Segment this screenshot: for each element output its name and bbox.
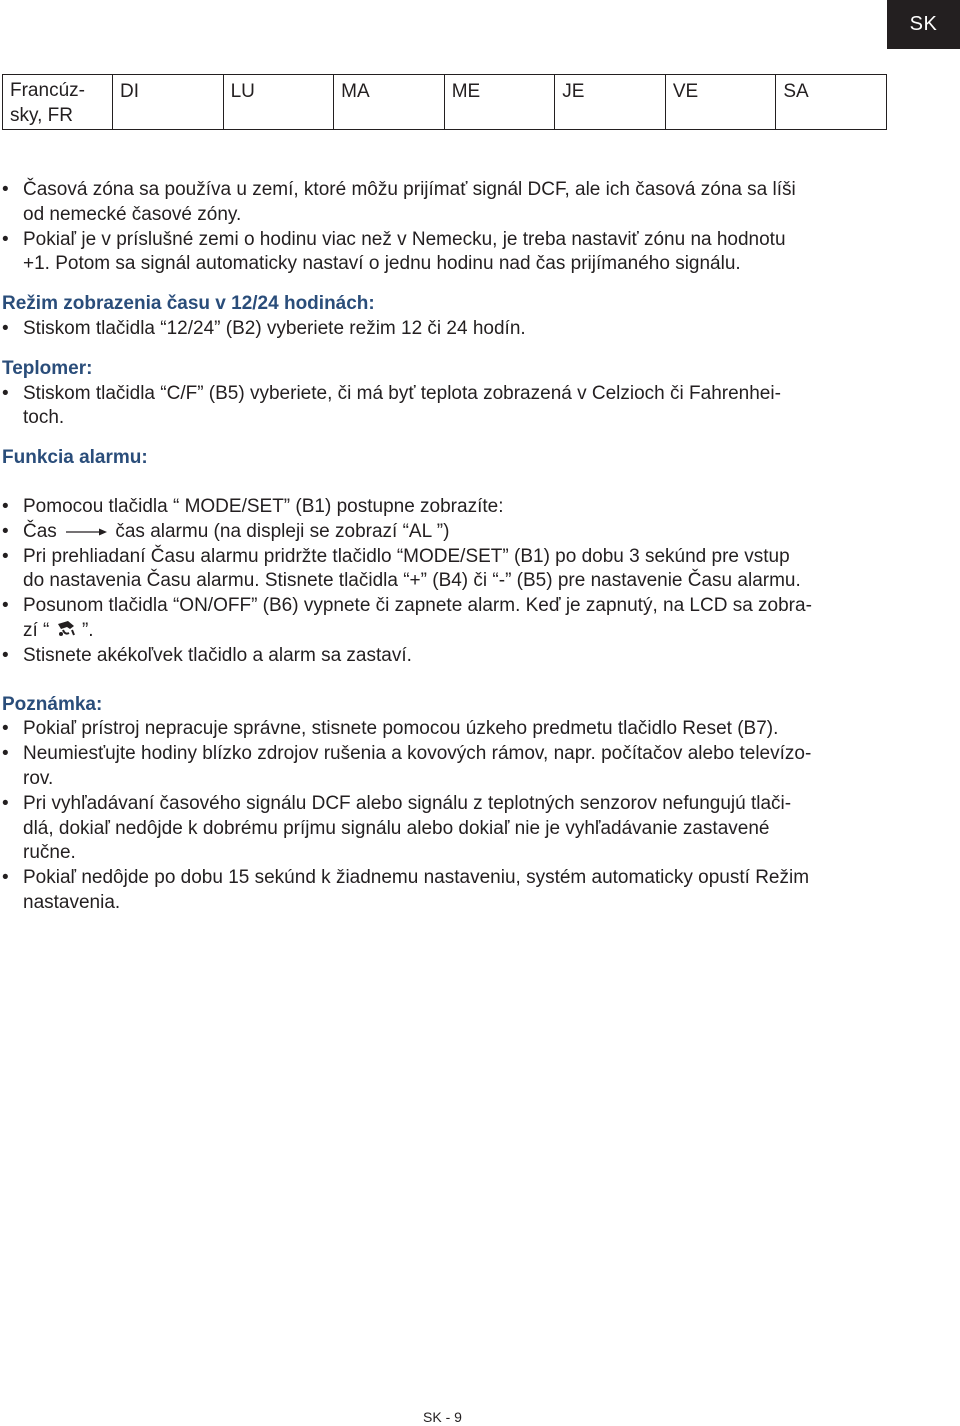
text-line: • Posunom tlačidla “ON/OFF” (B6) vypnete či zapnete alarm. Keď je zapnutý, na LCD sa zobra- xyxy=(23,595,812,617)
day-cell-ma: MA xyxy=(334,75,445,130)
text-line: • Pokiaľ je v príslušné zemi o hodinu viac než v Nemecku, je treba nastaviť zónu na hodnotu xyxy=(23,228,786,250)
text-line: • Stisnete akékoľvek tlačidlo a alarm sa zastaví. xyxy=(23,644,412,666)
time-mode-bullet xyxy=(2,317,887,342)
text-line: • Stiskom tlačidla “C/F” (B5) vyberiete, či má byť teplota zobrazená v Celzioch či Fahrenhei- xyxy=(23,382,781,404)
text-line: toch. xyxy=(23,407,65,429)
thermometer-heading: Teplomer: xyxy=(2,357,93,379)
text-line: dlá, dokiaľ nedôjde k dobrému príjmu signálu alebo dokiaľ nie je vyhľadávanie zastavené xyxy=(23,817,770,839)
text-line: +1. Potom sa signál automaticky nastaví o jednu hodinu nad čas prijímaného signálu. xyxy=(23,253,741,275)
note-bullet xyxy=(2,866,887,916)
text-line: • Stiskom tlačidla “12/24” (B2) vyberiete režim 12 či 24 hodín. xyxy=(23,317,526,339)
text-line xyxy=(23,520,887,545)
main-content xyxy=(2,178,887,916)
alarm-bullet xyxy=(2,520,887,545)
text-line: • Časová zóna sa používa u zemí, ktoré môžu prijímať signál DCF, ale ich časová zóna sa líši xyxy=(23,179,796,200)
weekday-table-row xyxy=(3,75,887,130)
time-mode-heading: Režim zobrazenia času v 12/24 hodinách: xyxy=(2,293,375,315)
page-number: SK - 9 xyxy=(423,1409,462,1425)
alarm-time-label: čas alarmu (na displeji se zobrazí “AL ”) xyxy=(115,520,450,542)
right-arrow-icon xyxy=(64,527,108,537)
alarm-bell-icon xyxy=(55,620,77,638)
day-cell-je: JE xyxy=(555,75,666,130)
intro-bullet xyxy=(2,178,887,228)
text-line: rov. xyxy=(23,767,54,789)
text-line: do nastavenia Času alarmu. Stisnete tlačidla “+” (B4) či “-” (B5) pre nastavenie Času alarmu. xyxy=(23,570,801,592)
alarm-list xyxy=(2,495,887,669)
text-line: ručne. xyxy=(23,842,76,864)
alarm-heading: Funkcia alarmu: xyxy=(2,447,148,469)
text-line: • Neumiesťujte hodiny blízko zdrojov rušenia a kovových rámov, napr. počítačov alebo televízo- xyxy=(23,743,812,765)
language-cell-line: sky, FR xyxy=(10,105,73,126)
alarm-bullet xyxy=(2,495,887,520)
text-line: • Pokiaľ prístroj nepracuje správne, stisnete pomocou úzkeho predmetu tlačidlo Reset (B7). xyxy=(23,718,779,740)
note-heading: Poznámka: xyxy=(2,693,103,715)
alarm-bullet xyxy=(2,644,887,669)
onoff-text-before: zí “ xyxy=(23,619,50,641)
note-bullet xyxy=(2,742,887,792)
note-list xyxy=(2,717,887,915)
day-cell-di: DI xyxy=(113,75,224,130)
text-line: • Pri prehliadaní Času alarmu pridržte tlačidlo “MODE/SET” (B1) po dobu 3 sekúnd pre vstup xyxy=(23,545,790,567)
day-cell-sa: SA xyxy=(776,75,887,130)
text-line: • Pokiaľ nedôjde po dobu 15 sekúnd k žiadnemu nastaveniu, systém automaticky opustí Režim xyxy=(23,867,810,889)
weekday-table xyxy=(2,74,887,130)
note-bullet xyxy=(2,792,887,866)
intro-list xyxy=(2,178,887,277)
text-line: • Pri vyhľadávaní časového signálu DCF alebo signálu z teplotných senzorov nefungujú tlači- xyxy=(23,792,792,814)
thermometer-bullet xyxy=(2,382,887,432)
day-cell-ve: VE xyxy=(665,75,776,130)
language-tab: SK xyxy=(887,0,960,49)
text-line: od nemecké časové zóny. xyxy=(23,203,242,225)
cas-label: Čas xyxy=(23,520,57,542)
thermometer-list xyxy=(2,382,887,432)
alarm-bullet xyxy=(2,594,887,644)
text-line xyxy=(23,619,887,644)
text-line: • Pomocou tlačidla “ MODE/SET” (B1) postupne zobrazíte: xyxy=(23,495,504,517)
text-line: nastavenia. xyxy=(23,891,121,913)
language-cell xyxy=(3,75,113,130)
day-cell-lu: LU xyxy=(223,75,334,130)
onoff-text-after: ”. xyxy=(81,619,94,641)
alarm-bullet xyxy=(2,545,887,595)
language-cell-line: Francúz- xyxy=(10,80,85,101)
day-cell-me: ME xyxy=(444,75,555,130)
time-mode-list xyxy=(2,317,887,342)
note-bullet xyxy=(2,717,887,742)
intro-bullet xyxy=(2,228,887,278)
